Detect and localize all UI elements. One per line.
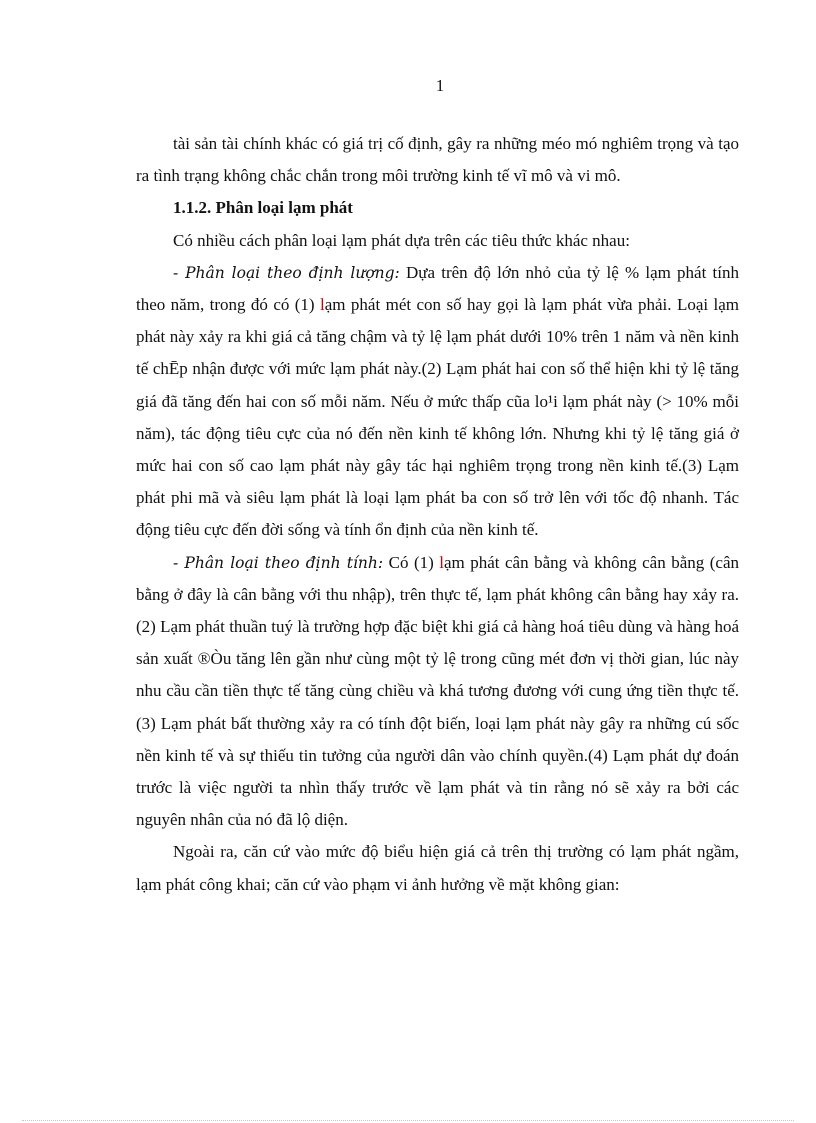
paragraph-other: Ngoài ra, căn cứ vào mức độ biểu hiện giá cả trên thị trường có lạm phát ngầm, lạm phát công khai; căn cứ vào phạm vi ảnh hưởng về mặt không gian: (136, 842, 739, 894)
page-number: 1 (435, 76, 445, 95)
qualitative-text-a: Có (1) (383, 552, 440, 572)
page-bottom-divider (22, 1120, 794, 1121)
paragraph-continuation: tài sản tài chính khác có giá trị cố định, gây ra những méo mó nghiêm trọng và tạo ra tình trạng không chắc chắn trong môi trường kinh tế vĩ mô và vi mô. (136, 134, 739, 186)
qualitative-red-letter: l (439, 552, 444, 572)
paragraph-intro: Có nhiều cách phân loại lạm phát dựa trên các tiêu thức khác nhau: (173, 230, 630, 250)
section-heading: 1.1.2. Phân loại lạm phát (173, 198, 353, 218)
quantitative-red-letter: l (320, 295, 325, 315)
document-body (136, 128, 739, 901)
qualitative-text-b: ạm phát cân bằng và không cân bằng (cân bằng ở đây là cân bằng với thu nhập), trên thực tế, lạm phát không cân bằng hay xảy ra. (2) Lạm phát thuần tuý là trường hợp đặc biệt khi giá cả hàng hoá tiêu dùng và hàng hoá sản xuất ®Òu tăng lên gần như cùng một tỷ lệ trong cũng mét đơn vị thời gian, lúc này nhu cầu cần tiền thực tế tăng cùng chiều và khá tương đương với cung ứng tiền thực tế.(3) Lạm phát bất thường xảy ra có tính đột biến, loại lạm phát này gây ra những cú sốc nền kinh tế và sự thiếu tin tưởng của người dân vào chính quyền.(4) Lạm phát dự đoán trước là việc người ta nhìn thấy trước về lạm phát và tin rằng nó sẽ xảy ra bởi các nguyên nhân của nó đã lộ diện. (136, 552, 739, 830)
paragraph-quantitative (136, 257, 739, 547)
quantitative-text-a: Dựa trên độ lớn nhỏ của tỷ lệ % lạm phát tính theo năm, trong đó có (1) (136, 262, 739, 315)
paragraph-qualitative (136, 547, 739, 837)
qualitative-lead: - Phân loại theo định tính: (173, 553, 384, 572)
quantitative-lead: - Phân loại theo định lượng: (173, 263, 400, 282)
quantitative-text-b: ạm phát mét con số hay gọi là lạm phát vừa phải. Loại lạm phát này xảy ra khi giá cả tăng chậm và tỷ lệ lạm phát dưới 10% trên 1 năm và nền kinh tế chĒp nhận được với mức lạm phát này.(2) Lạm phát hai con số thể hiện khi tỷ lệ tăng giá đã tăng đến hai con số mỗi năm. Nếu ở mức thấp cũa lo¹i lạm phát này (> 10% mỗi năm), tác động tiêu cực của nó đến nền kinh tế không lớn. Nhưng khi tỷ lệ tăng giá ở mức hai con số cao lạm phát này gây tác hại nghiêm trọng trong nền kinh tế.(3) Lạm phát phi mã và siêu lạm phát là loại lạm phát ba con số trở lên với tốc độ nhanh. Tác động tiêu cực đến đời sống và tính ổn định của nền kinh tế. (136, 295, 739, 540)
